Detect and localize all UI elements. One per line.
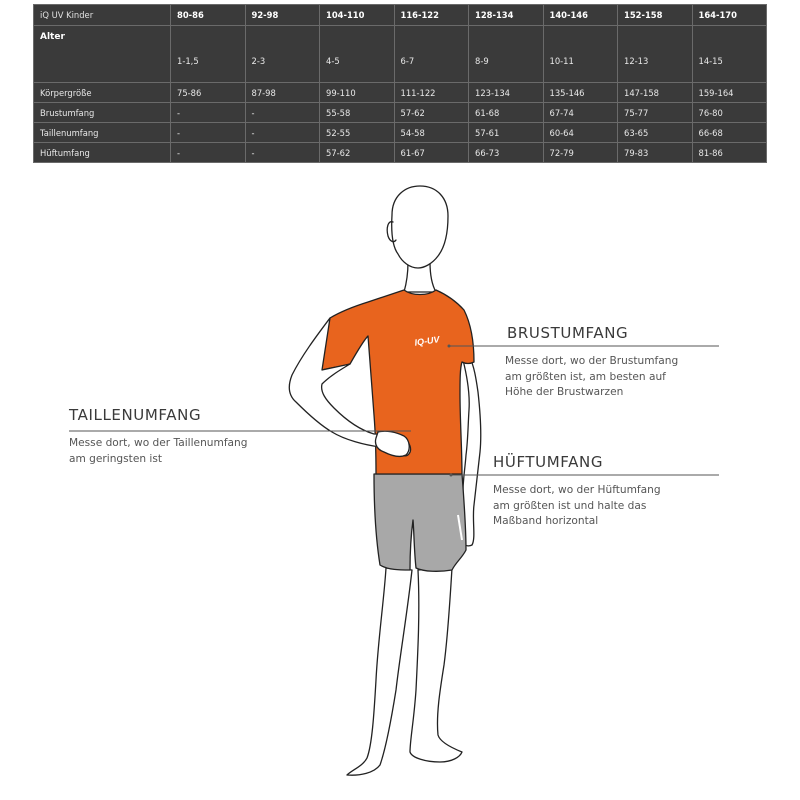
huft-line: Maßband horizontal xyxy=(493,515,599,527)
brust-line: Höhe der Brustwarzen xyxy=(505,386,624,398)
table-cell: 1-1,5 xyxy=(171,26,246,83)
table-cell: 6-7 xyxy=(394,26,469,83)
table-cell: 61-67 xyxy=(394,143,469,163)
row-label: Alter xyxy=(34,26,171,83)
row-label: Taillenumfang xyxy=(34,123,171,143)
table-cell: 135-146 xyxy=(543,83,618,103)
right-leg xyxy=(410,568,462,762)
table-cell: - xyxy=(171,103,246,123)
table-header-cell: 80-86 xyxy=(171,5,246,26)
table-cell: 111-122 xyxy=(394,83,469,103)
table-cell: 147-158 xyxy=(618,83,693,103)
left-leg xyxy=(347,568,412,775)
row-label: Brustumfang xyxy=(34,103,171,123)
brust-title: BRUSTUMFANG xyxy=(507,324,629,342)
table-cell: 159-164 xyxy=(692,83,767,103)
table-cell: 63-65 xyxy=(618,123,693,143)
table-cell: - xyxy=(245,143,320,163)
table-header-cell: 128-134 xyxy=(469,5,544,26)
table-cell: 12-13 xyxy=(618,26,693,83)
huft-title: HÜFTUMFANG xyxy=(493,453,604,471)
brust-callout xyxy=(449,324,719,401)
table-header-cell: 140-146 xyxy=(543,5,618,26)
table-header-cell: 116-122 xyxy=(394,5,469,26)
brust-description xyxy=(505,354,719,401)
table-header-cell: 104-110 xyxy=(320,5,395,26)
table-cell: 76-80 xyxy=(692,103,767,123)
table-cell: 14-15 xyxy=(692,26,767,83)
huft-line: Messe dort, wo der Hüftumfang xyxy=(493,484,661,496)
table-cell: - xyxy=(245,123,320,143)
row-label: Hüftumfang xyxy=(34,143,171,163)
taille-line: am geringsten ist xyxy=(69,452,163,465)
head xyxy=(392,186,448,268)
table-cell: 57-62 xyxy=(320,143,395,163)
table-cell: 67-74 xyxy=(543,103,618,123)
table-cell: 60-64 xyxy=(543,123,618,143)
table-cell: 66-68 xyxy=(692,123,767,143)
shirt-logo: IQ-UV xyxy=(413,334,441,348)
table-header-cell: iQ UV Kinder xyxy=(34,5,171,26)
taille-line: Messe dort, wo der Taillenumfang xyxy=(69,437,248,449)
table-header-cell: 152-158 xyxy=(618,5,693,26)
table-cell: 4-5 xyxy=(320,26,395,83)
table-cell: 72-79 xyxy=(543,143,618,163)
table-cell: - xyxy=(171,143,246,163)
table-header-cell: 92-98 xyxy=(245,5,320,26)
brust-line: am größten ist, am besten auf xyxy=(505,370,666,383)
table-header-cell: 164-170 xyxy=(692,5,767,26)
table-cell: 81-86 xyxy=(692,143,767,163)
table-cell: 123-134 xyxy=(469,83,544,103)
table-cell: 57-61 xyxy=(469,123,544,143)
huft-callout xyxy=(451,453,719,530)
brust-line: Messe dort, wo der Brustumfang xyxy=(505,355,679,367)
table-cell: - xyxy=(245,103,320,123)
taille-callout xyxy=(69,406,411,467)
taille-title: TAILLENUMFANG xyxy=(69,406,202,424)
table-cell: 52-55 xyxy=(320,123,395,143)
table-cell: - xyxy=(171,123,246,143)
table-cell: 57-62 xyxy=(394,103,469,123)
table-cell: 10-11 xyxy=(543,26,618,83)
table-cell: 66-73 xyxy=(469,143,544,163)
table-cell: 54-58 xyxy=(394,123,469,143)
table-cell: 87-98 xyxy=(245,83,320,103)
table-cell: 55-58 xyxy=(320,103,395,123)
row-label: Körpergröße xyxy=(34,83,171,103)
huft-description xyxy=(493,483,719,530)
table-cell: 79-83 xyxy=(618,143,693,163)
table-cell: 8-9 xyxy=(469,26,544,83)
taille-description xyxy=(69,436,411,467)
table-cell: 99-110 xyxy=(320,83,395,103)
table-cell: 61-68 xyxy=(469,103,544,123)
table-cell: 75-86 xyxy=(171,83,246,103)
huft-line: am größten ist und halte das xyxy=(493,499,647,512)
table-cell: 2-3 xyxy=(245,26,320,83)
table-cell: 75-77 xyxy=(618,103,693,123)
